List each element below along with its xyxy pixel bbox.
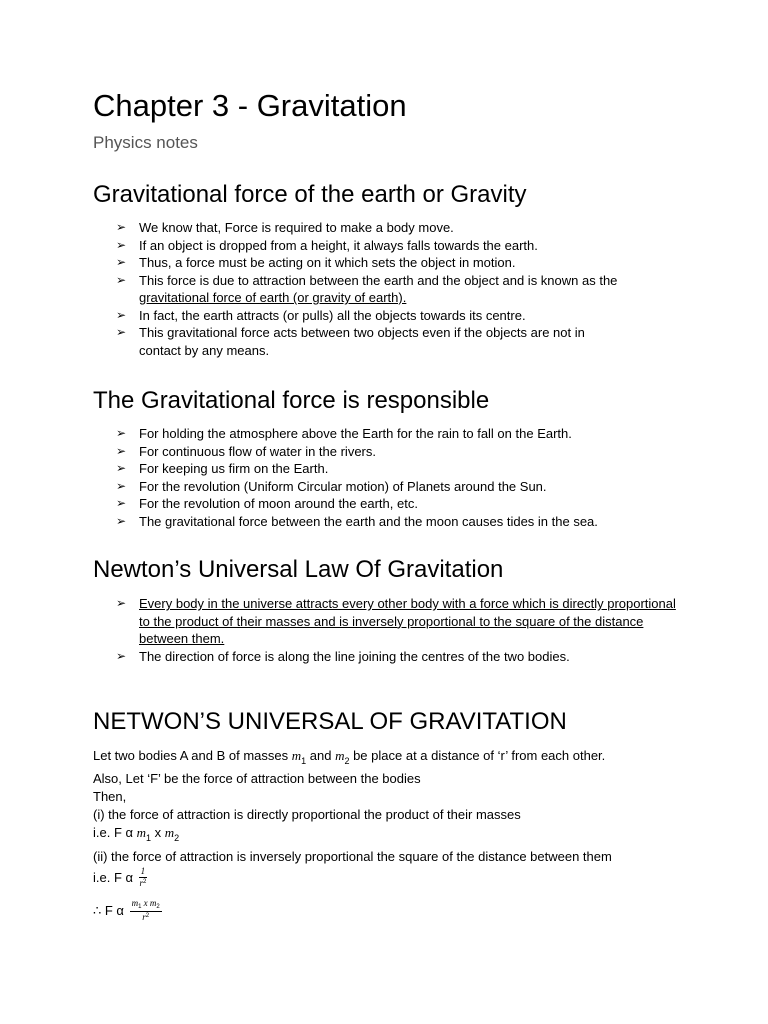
- list-item: ➢ The gravitational force between the earth and the moon causes tides in the sea.: [116, 513, 598, 529]
- arrow-bullet-icon: ➢: [116, 478, 127, 493]
- derivation-line-2: Also, Let ‘F’ be the force of attraction between the bodies: [93, 771, 421, 786]
- arrow-bullet-icon: ➢: [116, 513, 127, 528]
- list-item: ➢ For holding the atmosphere above the Earth for the rain to fall on the Earth.: [116, 426, 572, 441]
- list-item: ➢ Thus, a force must be acting on it which sets the object in motion.: [116, 255, 516, 270]
- section-heading-responsible: The Gravitational force is responsible: [93, 387, 490, 414]
- arrow-bullet-icon: ➢: [116, 307, 127, 322]
- arrow-bullet-icon: ➢: [116, 237, 127, 252]
- list-item: ➢ This force is due to attraction between the earth and the object and is known as the gravitational force of earth (or gravity of earth).: [116, 272, 618, 305]
- list-item: ➢ This gravitational force acts between two objects even if the objects are not in contact by any means.: [116, 325, 585, 358]
- section-heading-newton-law: Newton’s Universal Law Of Gravitation: [93, 556, 504, 583]
- list-item: ➢ For the revolution of moon around the earth, etc.: [116, 496, 418, 511]
- arrow-bullet-icon: ➢: [116, 496, 127, 510]
- list-item: ➢ If an object is dropped from a height, it always falls towards the earth.: [116, 237, 538, 253]
- responsible-bullet-list: [93, 425, 693, 530]
- page-title: Chapter 3 - Gravitation: [93, 88, 407, 123]
- derivation-line-7: i.e. F α $\frac{1}{r^2}$: [93, 866, 147, 891]
- list-item: ➢ We know that, Force is required to make a body move.: [116, 220, 454, 235]
- derivation-line-1: Let two bodies A and B of masses $m_1$ and $m_2$ be place at a distance of ‘r’ from each other.: [93, 748, 606, 766]
- derivation-line-5: i.e. F α $m_1$ x $m_2$: [93, 825, 180, 843]
- section-heading-netwon-universal: NETWON’S UNIVERSAL OF GRAVITATION: [93, 708, 567, 735]
- arrow-bullet-icon: ➢: [116, 220, 127, 234]
- list-item: ➢ The direction of force is along the line joining the centres of the two bodies.: [116, 648, 570, 664]
- page-subtitle: Physics notes: [93, 133, 198, 152]
- gravity-bullet-list: [93, 219, 693, 359]
- arrow-bullet-icon: ➢: [116, 596, 127, 610]
- newton-law-bullet-list: [93, 595, 688, 665]
- derivation-line-8: ∴ F α $\frac{m_1 x m_2}{r^2}$: [93, 898, 162, 925]
- arrow-bullet-icon: ➢: [116, 255, 127, 269]
- derivation-line-6: (ii) the force of attraction is inversely proportional the square of the distance between them: [93, 849, 612, 864]
- fraction-m1m2-over-r-squared: $\frac{m_1 x m_2}{r^2}$: [131, 898, 160, 922]
- underlined-definition: gravitational force of earth (or gravity of earth).: [139, 290, 407, 305]
- derivation-line-4: (i) the force of attraction is directly proportional the product of their masses: [93, 807, 521, 822]
- list-item: ➢ In fact, the earth attracts (or pulls) all the objects towards its centre.: [116, 307, 526, 323]
- list-item: [93, 595, 688, 648]
- list-item: ➢ For continuous flow of water in the rivers.: [116, 443, 376, 459]
- section-heading-gravity: Gravitational force of the earth or Gravity: [93, 181, 527, 208]
- arrow-bullet-icon: ➢: [116, 272, 127, 287]
- derivation-line-3: Then,: [93, 789, 127, 804]
- arrow-bullet-icon: ➢: [116, 648, 127, 663]
- arrow-bullet-icon: ➢: [116, 443, 127, 458]
- law-statement: Every body in the universe attracts every other body with a force which is directly proportional to the product of their masses and is inversely proportional to the square of the distance between them.: [139, 596, 676, 646]
- fraction-one-over-r-squared: $\frac{1}{r^2}$: [139, 866, 147, 888]
- list-item: ➢ For keeping us firm on the Earth.: [116, 461, 329, 476]
- arrow-bullet-icon: ➢: [116, 426, 127, 440]
- arrow-bullet-icon: ➢: [116, 461, 127, 475]
- list-item: ➢ For the revolution (Uniform Circular motion) of Planets around the Sun.: [116, 478, 547, 494]
- arrow-bullet-icon: ➢: [116, 325, 127, 339]
